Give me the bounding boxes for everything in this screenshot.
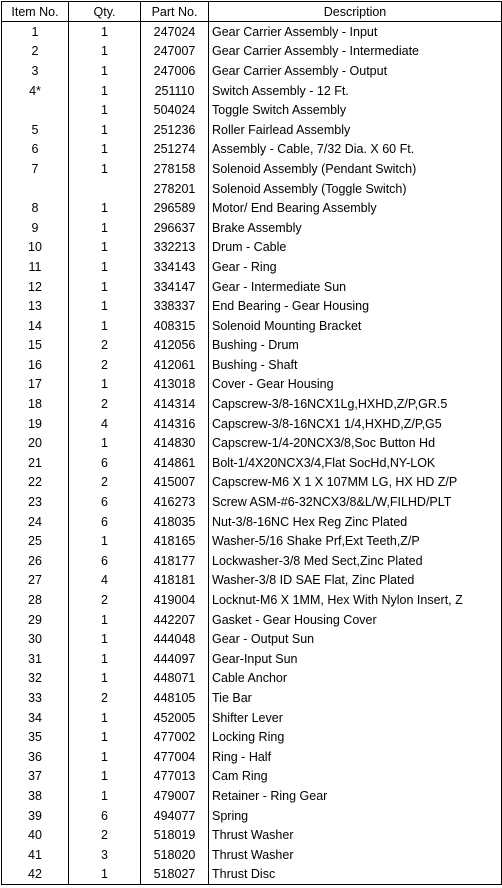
header-row <box>2 2 502 22</box>
description-cell: Thrust Disc <box>209 865 502 885</box>
item-no-cell: 29 <box>2 610 69 630</box>
table-row <box>2 531 502 551</box>
parts-list-body <box>2 22 502 885</box>
item-no-cell: 15 <box>2 336 69 356</box>
part-no-cell: 418165 <box>141 531 209 551</box>
description-cell: Locknut-M6 X 1MM, Hex With Nylon Insert, Z <box>209 590 502 610</box>
part-no-cell: 414314 <box>141 394 209 414</box>
item-no-cell: 17 <box>2 375 69 395</box>
item-no-cell: 27 <box>2 571 69 591</box>
table-row <box>2 708 502 728</box>
item-no-cell: 7 <box>2 159 69 179</box>
item-no-cell: 14 <box>2 316 69 336</box>
description-cell: Solenoid Mounting Bracket <box>209 316 502 336</box>
item-no-cell: 37 <box>2 767 69 787</box>
table-row <box>2 669 502 689</box>
item-no-cell: 38 <box>2 786 69 806</box>
part-no-cell: 418181 <box>141 571 209 591</box>
qty-cell: 1 <box>69 296 141 316</box>
qty-cell: 2 <box>69 473 141 493</box>
table-row <box>2 238 502 258</box>
table-row <box>2 649 502 669</box>
qty-cell: 6 <box>69 806 141 826</box>
qty-header: Qty. <box>69 2 141 22</box>
item-no-cell: 33 <box>2 688 69 708</box>
qty-cell: 1 <box>69 767 141 787</box>
part-no-cell: 518020 <box>141 845 209 865</box>
table-row <box>2 786 502 806</box>
qty-cell: 4 <box>69 571 141 591</box>
description-cell: Gear - Output Sun <box>209 629 502 649</box>
qty-cell: 1 <box>69 531 141 551</box>
description-cell: Bushing - Shaft <box>209 355 502 375</box>
description-cell: Switch Assembly - 12 Ft. <box>209 81 502 101</box>
item-no-cell: 36 <box>2 747 69 767</box>
table-row <box>2 845 502 865</box>
part-no-cell: 418035 <box>141 512 209 532</box>
part-no-cell: 251110 <box>141 81 209 101</box>
part-no-cell: 413018 <box>141 375 209 395</box>
item-no-cell: 5 <box>2 120 69 140</box>
qty-cell: 2 <box>69 590 141 610</box>
part-no-cell: 412061 <box>141 355 209 375</box>
description-cell: Locking Ring <box>209 727 502 747</box>
part-no-cell: 448105 <box>141 688 209 708</box>
item-no-cell: 19 <box>2 414 69 434</box>
qty-cell: 1 <box>69 708 141 728</box>
description-cell: Shifter Lever <box>209 708 502 728</box>
description-cell: Gear - Intermediate Sun <box>209 277 502 297</box>
part-no-cell: 334143 <box>141 257 209 277</box>
item-no-cell: 31 <box>2 649 69 669</box>
table-row <box>2 688 502 708</box>
item-no-cell: 3 <box>2 61 69 81</box>
part-no-cell: 416273 <box>141 492 209 512</box>
description-cell: Gear Carrier Assembly - Output <box>209 61 502 81</box>
table-row <box>2 42 502 62</box>
parts-list-table <box>1 1 502 885</box>
qty-cell: 1 <box>69 159 141 179</box>
part-no-cell: 334147 <box>141 277 209 297</box>
description-cell: Ring - Half <box>209 747 502 767</box>
table-row <box>2 120 502 140</box>
part-no-cell: 247024 <box>141 22 209 42</box>
table-row <box>2 81 502 101</box>
description-cell: Tie Bar <box>209 688 502 708</box>
table-row <box>2 22 502 42</box>
item-no-cell: 23 <box>2 492 69 512</box>
item-no-cell <box>2 100 69 120</box>
qty-cell: 1 <box>69 433 141 453</box>
item-no-cell: 25 <box>2 531 69 551</box>
qty-cell: 6 <box>69 492 141 512</box>
table-row <box>2 336 502 356</box>
item-no-cell: 13 <box>2 296 69 316</box>
part-no-header: Part No. <box>141 2 209 22</box>
part-no-cell: 247006 <box>141 61 209 81</box>
qty-cell: 1 <box>69 100 141 120</box>
item-no-cell: 11 <box>2 257 69 277</box>
qty-cell: 1 <box>69 747 141 767</box>
table-row <box>2 159 502 179</box>
description-cell: Bolt-1/4X20NCX3/4,Flat SocHd,NY-LOK <box>209 453 502 473</box>
qty-cell: 1 <box>69 316 141 336</box>
qty-cell: 1 <box>69 81 141 101</box>
part-no-cell: 415007 <box>141 473 209 493</box>
table-row <box>2 140 502 160</box>
table-row <box>2 629 502 649</box>
part-no-cell: 494077 <box>141 806 209 826</box>
qty-cell: 1 <box>69 61 141 81</box>
part-no-cell: 296589 <box>141 198 209 218</box>
table-row <box>2 355 502 375</box>
table-row <box>2 492 502 512</box>
part-no-cell: 452005 <box>141 708 209 728</box>
item-no-cell: 12 <box>2 277 69 297</box>
description-cell: Cable Anchor <box>209 669 502 689</box>
part-no-cell: 408315 <box>141 316 209 336</box>
part-no-cell: 518027 <box>141 865 209 885</box>
qty-cell: 1 <box>69 629 141 649</box>
table-row <box>2 100 502 120</box>
item-no-cell: 35 <box>2 727 69 747</box>
part-no-cell: 278158 <box>141 159 209 179</box>
description-cell: Washer-5/16 Shake Prf,Ext Teeth,Z/P <box>209 531 502 551</box>
table-row <box>2 512 502 532</box>
item-no-cell: 34 <box>2 708 69 728</box>
part-no-cell: 504024 <box>141 100 209 120</box>
table-row <box>2 257 502 277</box>
item-no-cell: 8 <box>2 198 69 218</box>
description-cell: Toggle Switch Assembly <box>209 100 502 120</box>
description-cell: Solenoid Assembly (Toggle Switch) <box>209 179 502 199</box>
item-no-cell: 40 <box>2 825 69 845</box>
table-row <box>2 414 502 434</box>
part-no-cell: 251274 <box>141 140 209 160</box>
table-row <box>2 590 502 610</box>
item-no-cell: 24 <box>2 512 69 532</box>
qty-cell: 6 <box>69 512 141 532</box>
qty-cell: 6 <box>69 453 141 473</box>
qty-cell: 1 <box>69 375 141 395</box>
description-cell: Gear-Input Sun <box>209 649 502 669</box>
description-cell: Assembly - Cable, 7/32 Dia. X 60 Ft. <box>209 140 502 160</box>
item-no-cell: 20 <box>2 433 69 453</box>
table-row <box>2 316 502 336</box>
part-no-cell: 477002 <box>141 727 209 747</box>
table-row <box>2 198 502 218</box>
description-cell: End Bearing - Gear Housing <box>209 296 502 316</box>
description-cell: Bushing - Drum <box>209 336 502 356</box>
item-no-cell: 10 <box>2 238 69 258</box>
item-no-cell: 1 <box>2 22 69 42</box>
part-no-cell: 412056 <box>141 336 209 356</box>
table-row <box>2 61 502 81</box>
part-no-cell: 477004 <box>141 747 209 767</box>
description-header: Description <box>209 2 502 22</box>
description-cell: Cover - Gear Housing <box>209 375 502 395</box>
description-cell: Capscrew-3/8-16NCX1 1/4,HXHD,Z/P,G5 <box>209 414 502 434</box>
qty-cell: 1 <box>69 786 141 806</box>
qty-cell: 2 <box>69 825 141 845</box>
qty-cell: 1 <box>69 277 141 297</box>
qty-cell: 1 <box>69 610 141 630</box>
description-cell: Solenoid Assembly (Pendant Switch) <box>209 159 502 179</box>
part-no-cell: 418177 <box>141 551 209 571</box>
part-no-cell: 479007 <box>141 786 209 806</box>
qty-cell: 2 <box>69 688 141 708</box>
table-row <box>2 277 502 297</box>
qty-cell: 1 <box>69 22 141 42</box>
qty-cell: 1 <box>69 727 141 747</box>
qty-cell <box>69 179 141 199</box>
item-no-cell: 28 <box>2 590 69 610</box>
part-no-cell: 332213 <box>141 238 209 258</box>
qty-cell: 1 <box>69 140 141 160</box>
description-cell: Spring <box>209 806 502 826</box>
table-row <box>2 433 502 453</box>
table-row <box>2 610 502 630</box>
item-no-cell: 22 <box>2 473 69 493</box>
part-no-cell: 251236 <box>141 120 209 140</box>
item-no-cell: 30 <box>2 629 69 649</box>
description-cell: Motor/ End Bearing Assembly <box>209 198 502 218</box>
description-cell: Thrust Washer <box>209 845 502 865</box>
part-no-cell: 518019 <box>141 825 209 845</box>
description-cell: Gear - Ring <box>209 257 502 277</box>
part-no-cell: 442207 <box>141 610 209 630</box>
table-row <box>2 296 502 316</box>
description-cell: Roller Fairlead Assembly <box>209 120 502 140</box>
table-row <box>2 551 502 571</box>
qty-cell: 1 <box>69 218 141 238</box>
part-no-cell: 296637 <box>141 218 209 238</box>
description-cell: Thrust Washer <box>209 825 502 845</box>
qty-cell: 1 <box>69 198 141 218</box>
table-row <box>2 767 502 787</box>
item-no-cell: 2 <box>2 42 69 62</box>
description-cell: Drum - Cable <box>209 238 502 258</box>
table-row <box>2 453 502 473</box>
part-no-cell: 444048 <box>141 629 209 649</box>
qty-cell: 3 <box>69 845 141 865</box>
qty-cell: 2 <box>69 355 141 375</box>
qty-cell: 4 <box>69 414 141 434</box>
qty-cell: 1 <box>69 120 141 140</box>
description-cell: Brake Assembly <box>209 218 502 238</box>
part-no-cell: 419004 <box>141 590 209 610</box>
item-no-cell: 41 <box>2 845 69 865</box>
description-cell: Cam Ring <box>209 767 502 787</box>
description-cell: Capscrew-M6 X 1 X 107MM LG, HX HD Z/P <box>209 473 502 493</box>
part-no-cell: 448071 <box>141 669 209 689</box>
description-cell: Screw ASM-#6-32NCX3/8&L/W,FILHD/PLT <box>209 492 502 512</box>
description-cell: Gasket - Gear Housing Cover <box>209 610 502 630</box>
item-no-cell <box>2 179 69 199</box>
description-cell: Retainer - Ring Gear <box>209 786 502 806</box>
description-cell: Capscrew-1/4-20NCX3/8,Soc Button Hd <box>209 433 502 453</box>
item-no-cell: 18 <box>2 394 69 414</box>
qty-cell: 1 <box>69 649 141 669</box>
table-row <box>2 375 502 395</box>
qty-cell: 1 <box>69 238 141 258</box>
qty-cell: 1 <box>69 865 141 885</box>
table-row <box>2 747 502 767</box>
item-no-cell: 6 <box>2 140 69 160</box>
item-no-cell: 16 <box>2 355 69 375</box>
qty-cell: 2 <box>69 336 141 356</box>
part-no-cell: 414830 <box>141 433 209 453</box>
part-no-cell: 414316 <box>141 414 209 434</box>
qty-cell: 1 <box>69 42 141 62</box>
qty-cell: 1 <box>69 669 141 689</box>
table-row <box>2 394 502 414</box>
table-row <box>2 179 502 199</box>
table-row <box>2 473 502 493</box>
table-row <box>2 571 502 591</box>
table-row <box>2 727 502 747</box>
part-no-cell: 414861 <box>141 453 209 473</box>
item-no-cell: 26 <box>2 551 69 571</box>
part-no-cell: 247007 <box>141 42 209 62</box>
table-row <box>2 218 502 238</box>
item-no-header: Item No. <box>2 2 69 22</box>
description-cell: Lockwasher-3/8 Med Sect,Zinc Plated <box>209 551 502 571</box>
part-no-cell: 477013 <box>141 767 209 787</box>
table-row <box>2 825 502 845</box>
item-no-cell: 39 <box>2 806 69 826</box>
description-cell: Capscrew-3/8-16NCX1Lg,HXHD,Z/P,GR.5 <box>209 394 502 414</box>
item-no-cell: 9 <box>2 218 69 238</box>
description-cell: Nut-3/8-16NC Hex Reg Zinc Plated <box>209 512 502 532</box>
item-no-cell: 21 <box>2 453 69 473</box>
item-no-cell: 32 <box>2 669 69 689</box>
item-no-cell: 42 <box>2 865 69 885</box>
part-no-cell: 338337 <box>141 296 209 316</box>
description-cell: Gear Carrier Assembly - Intermediate <box>209 42 502 62</box>
table-row <box>2 806 502 826</box>
qty-cell: 2 <box>69 394 141 414</box>
part-no-cell: 444097 <box>141 649 209 669</box>
part-no-cell: 278201 <box>141 179 209 199</box>
table-row <box>2 865 502 885</box>
description-cell: Gear Carrier Assembly - Input <box>209 22 502 42</box>
item-no-cell: 4* <box>2 81 69 101</box>
qty-cell: 1 <box>69 257 141 277</box>
qty-cell: 6 <box>69 551 141 571</box>
description-cell: Washer-3/8 ID SAE Flat, Zinc Plated <box>209 571 502 591</box>
